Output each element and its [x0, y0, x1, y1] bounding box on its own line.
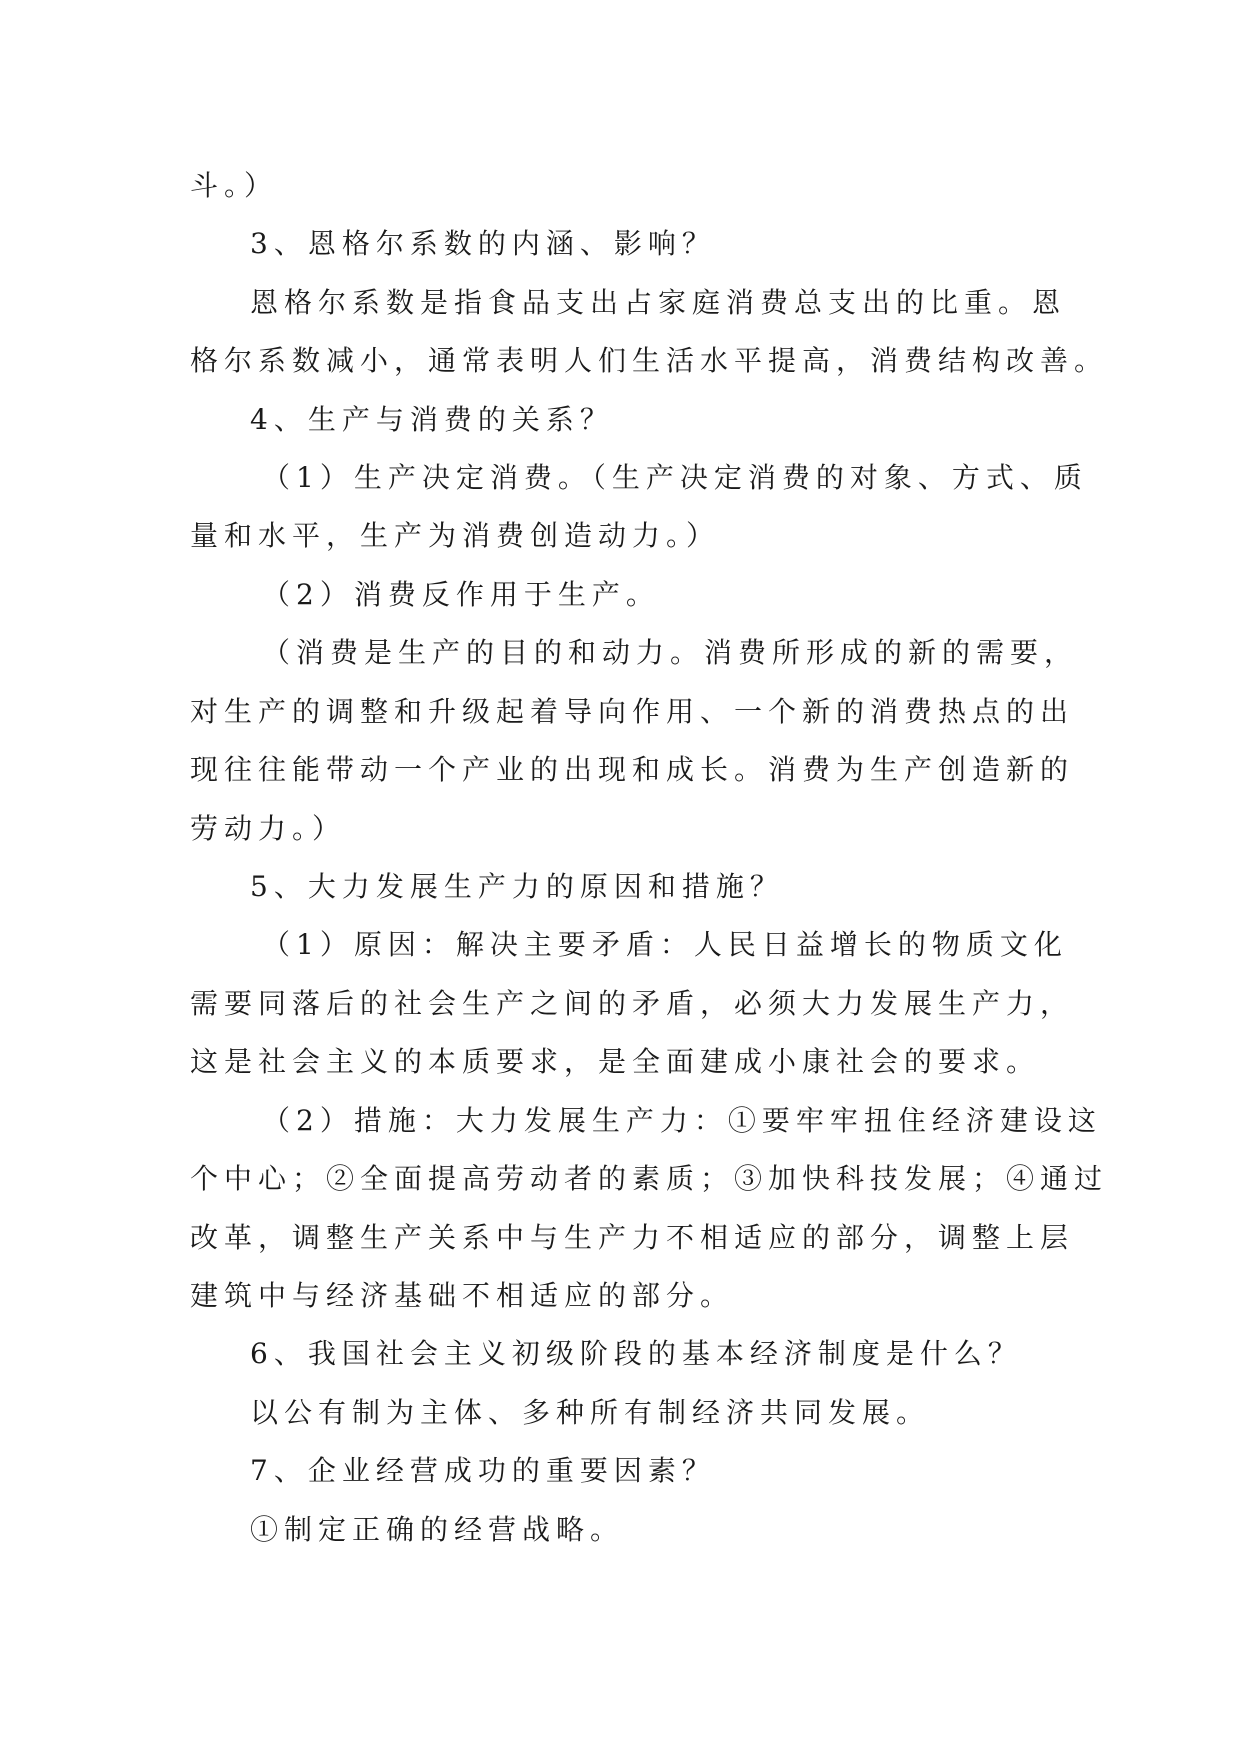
text-line: 量和水平，生产为消费创造动力。）	[190, 519, 721, 552]
text-line: （1）原因：解决主要矛盾：人民日益增长的物质文化	[262, 928, 1068, 961]
question-heading: 6、我国社会主义初级阶段的基本经济制度是什么？	[250, 1337, 1022, 1370]
text-line: 个中心；②全面提高劳动者的素质；③加快科技发展；④通过	[190, 1162, 1109, 1195]
text-line: 这是社会主义的本质要求，是全面建成小康社会的要求。	[190, 1045, 1041, 1078]
text-line: 以公有制为主体、多种所有制经济共同发展。	[250, 1396, 931, 1429]
question-heading: 4、生产与消费的关系？	[250, 403, 614, 436]
text-line: 格尔系数减小，通常表明人们生活水平提高，消费结构改善。	[190, 344, 1109, 377]
text-line: 劳动力。）	[190, 812, 347, 845]
text-line: （2）消费反作用于生产。	[262, 578, 660, 611]
text-line: 恩格尔系数是指食品支出占家庭消费总支出的比重。恩	[250, 286, 1067, 319]
text-line: 现往往能带动一个产业的出现和成长。消费为生产创造新的	[190, 753, 1075, 786]
text-line: （消费是生产的目的和动力。消费所形成的新的需要，	[262, 636, 1079, 669]
text-line: 改革，调整生产关系中与生产力不相适应的部分，调整上层	[190, 1221, 1075, 1254]
question-heading: 5、大力发展生产力的原因和措施？	[250, 870, 784, 903]
question-heading: 3、恩格尔系数的内涵、影响？	[250, 227, 716, 260]
text-line: 斗。）	[190, 169, 279, 202]
text-line: 对生产的调整和升级起着导向作用、一个新的消费热点的出	[190, 695, 1075, 728]
text-line: （1）生产决定消费。（生产决定消费的对象、方式、质	[262, 461, 1088, 494]
text-line: （2）措施：大力发展生产力：①要牢牢扭住经济建设这	[262, 1104, 1102, 1137]
text-line: ①制定正确的经营战略。	[250, 1513, 625, 1546]
question-heading: 7、企业经营成功的重要因素？	[250, 1454, 716, 1487]
text-line: 建筑中与经济基础不相适应的部分。	[190, 1279, 735, 1312]
text-line: 需要同落后的社会生产之间的矛盾，必须大力发展生产力，	[190, 987, 1075, 1020]
